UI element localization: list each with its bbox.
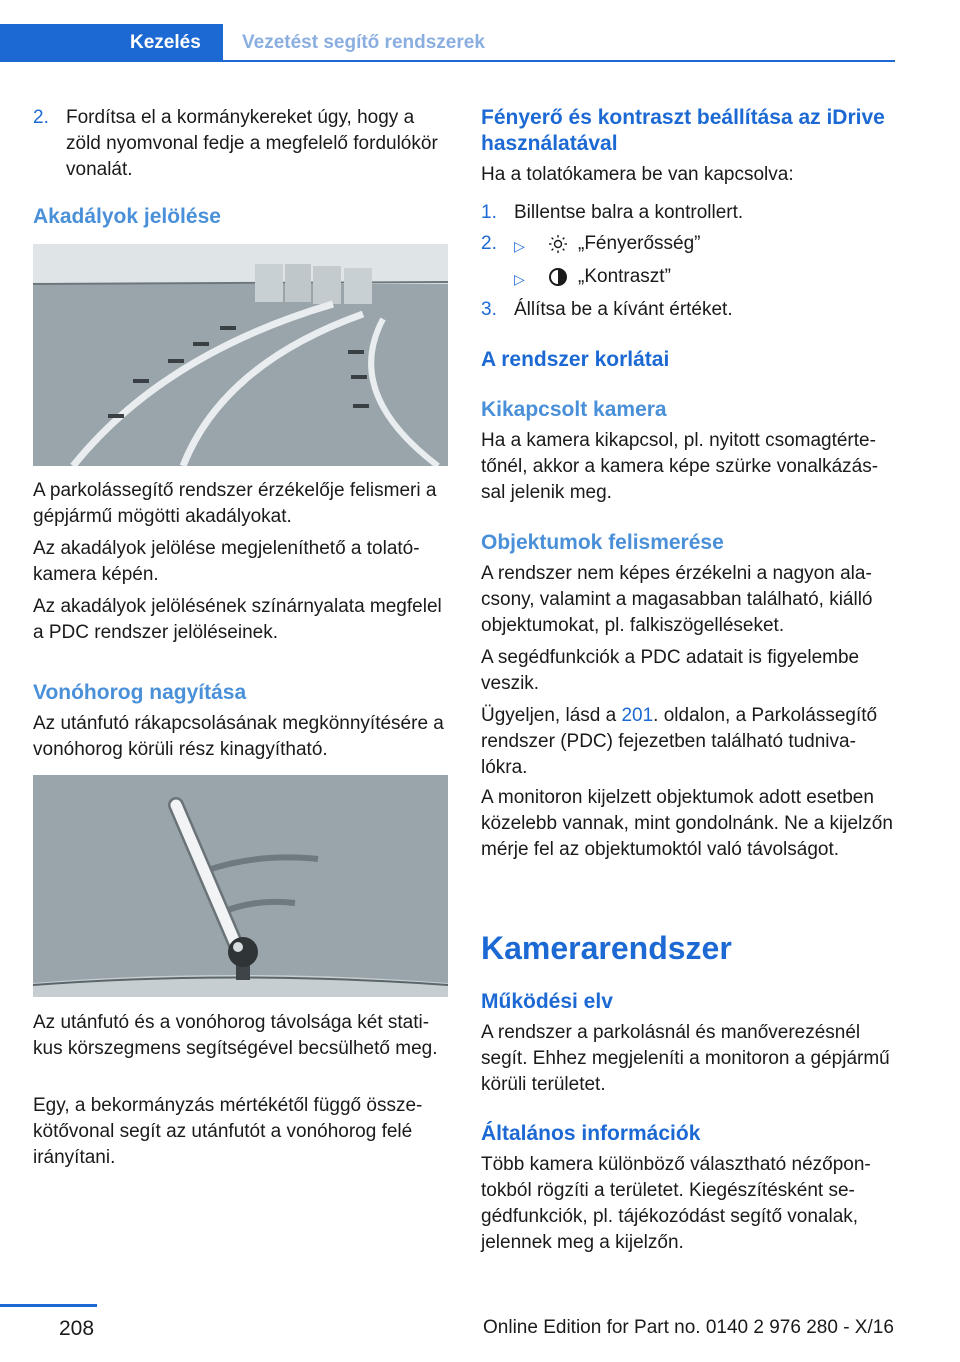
header-tab-bar <box>0 24 895 62</box>
footer-rule <box>0 1304 97 1307</box>
p-objects-3-text-b: . oldalon, a Parkolássegítő rendszer (PDC) fejezetben található tudnivalókra. <box>481 705 878 778</box>
heading-general: Általános információk <box>481 1122 701 1145</box>
obstacle-marking-image <box>33 244 448 466</box>
p-objects-1: A rendszer nem képes érzékelni a nagyon alacsony, valamint a magasabban található, kiálló objektumokat, pl. falkiszögelléseket. <box>481 563 873 636</box>
heading-limits: A rendszer korlátai <box>481 348 670 371</box>
p-hitch-1: Az utánfutó rákapcsolásának megkönnyítésére a vonóhorog körüli rész kinagyítható. <box>33 713 444 760</box>
brightness-icon <box>548 234 568 262</box>
left-step-2 <box>33 105 448 185</box>
p-principle: A rendszer a parkolásnál és manőverezésnél segít. Ehhez megjeleníti a monitoron a gépjármű körüli területet. <box>481 1022 890 1095</box>
p-obstacles-3: Az akadályok jelölésének színárnyalata megfelel a PDC rendszer jelöléseinek. <box>33 596 442 643</box>
right-step-2b <box>481 264 896 290</box>
page-number: 208 <box>59 1317 95 1340</box>
heading-principle: Működési elv <box>481 990 613 1013</box>
step-text: Állítsa be a kívánt értéket. <box>514 299 733 320</box>
obstacle-marking-graphic <box>33 244 448 466</box>
page-link-201[interactable]: 201 <box>621 705 654 726</box>
p-objects-3-text-a: Ügyeljen, lásd a <box>481 705 622 726</box>
step-text: Billentse balra a kontrollert. <box>514 202 744 223</box>
step-number: 1. <box>481 202 497 223</box>
heading-camera-system: Kamerarendszer <box>481 930 732 966</box>
contrast-label: „Kontraszt” <box>578 266 671 287</box>
p-objects-2: A segédfunkciók a PDC adatait is figyelembe veszik. <box>481 647 860 694</box>
p-objects-3 <box>481 703 896 781</box>
right-step-2 <box>481 231 896 257</box>
p-obstacles-1: A parkolássegítő rendszer érzékelője felismeri a gépjármű mögötti akadályokat. <box>33 480 437 527</box>
p-obstacles-2: Az akadályok jelölése megjeleníthető a tolatókamera képén. <box>33 538 420 585</box>
step-number: 3. <box>481 299 497 320</box>
brightness-label: „Fényerősség” <box>578 233 701 254</box>
step-number: 2. <box>481 233 497 254</box>
heading-camera-off: Kikapcsolt kamera <box>481 398 667 421</box>
contrast-icon <box>548 267 568 295</box>
heading-hitch: Vonóhorog nagyítása <box>33 681 247 704</box>
p-general: Több kamera különböző választható nézőpontokból rögzíti a területet. Kiegészítésként segédfunkciók, pl. tájékozódást segítő vonalak, jelennek meg a kijelzőn. <box>481 1154 871 1253</box>
p-objects-4: A monitoron kijelzett objektumok adott esetben közelebb vannak, mint gondolnánk. Ne a kijelzőn mérje fel az objektumoktól való távolságot. <box>481 787 893 860</box>
p-camera-off: Ha a kamera kikapcsol, pl. nyitott csomagtértetőnél, akkor a kamera képe szürke vonalkázással jelenik meg. <box>481 430 879 503</box>
step-number: 2. <box>33 107 49 128</box>
tab-vezetest-segito[interactable]: Vezetést segítő rendszerek <box>242 32 485 53</box>
p-hitch-2: Az utánfutó és a vonóhorog távolsága két statikus körszegmens segítségével becsülhető meg. <box>33 1012 438 1059</box>
p-hitch-3: Egy, a bekormányzás mértékétől függő összekötővonal segít az utánfutót a vonóhorog felé irányítani. <box>33 1095 423 1168</box>
tab-kezeles[interactable]: Kezelés <box>0 24 223 61</box>
hitch-zoom-graphic <box>33 775 448 997</box>
hitch-zoom-image <box>33 775 448 997</box>
heading-obstacles: Akadályok jelölése <box>33 205 221 228</box>
bullet-icon: ▷ <box>514 271 525 287</box>
heading-brightness: Fényerő és kontraszt beállítása az iDrive használatával <box>481 106 885 155</box>
p-brightness-intro: Ha a tolatókamera be van kapcsolva: <box>481 164 794 185</box>
heading-objects: Objektumok felismerése <box>481 531 724 554</box>
bullet-icon: ▷ <box>514 238 525 254</box>
footer-edition: Online Edition for Part no. 0140 2 976 280 - X/16 <box>483 1317 894 1338</box>
step-text: Fordítsa el a kormánykereket úgy, hogy a zöld nyomvonal fedje a megfelelő fordulókör vonalát. <box>66 107 438 180</box>
